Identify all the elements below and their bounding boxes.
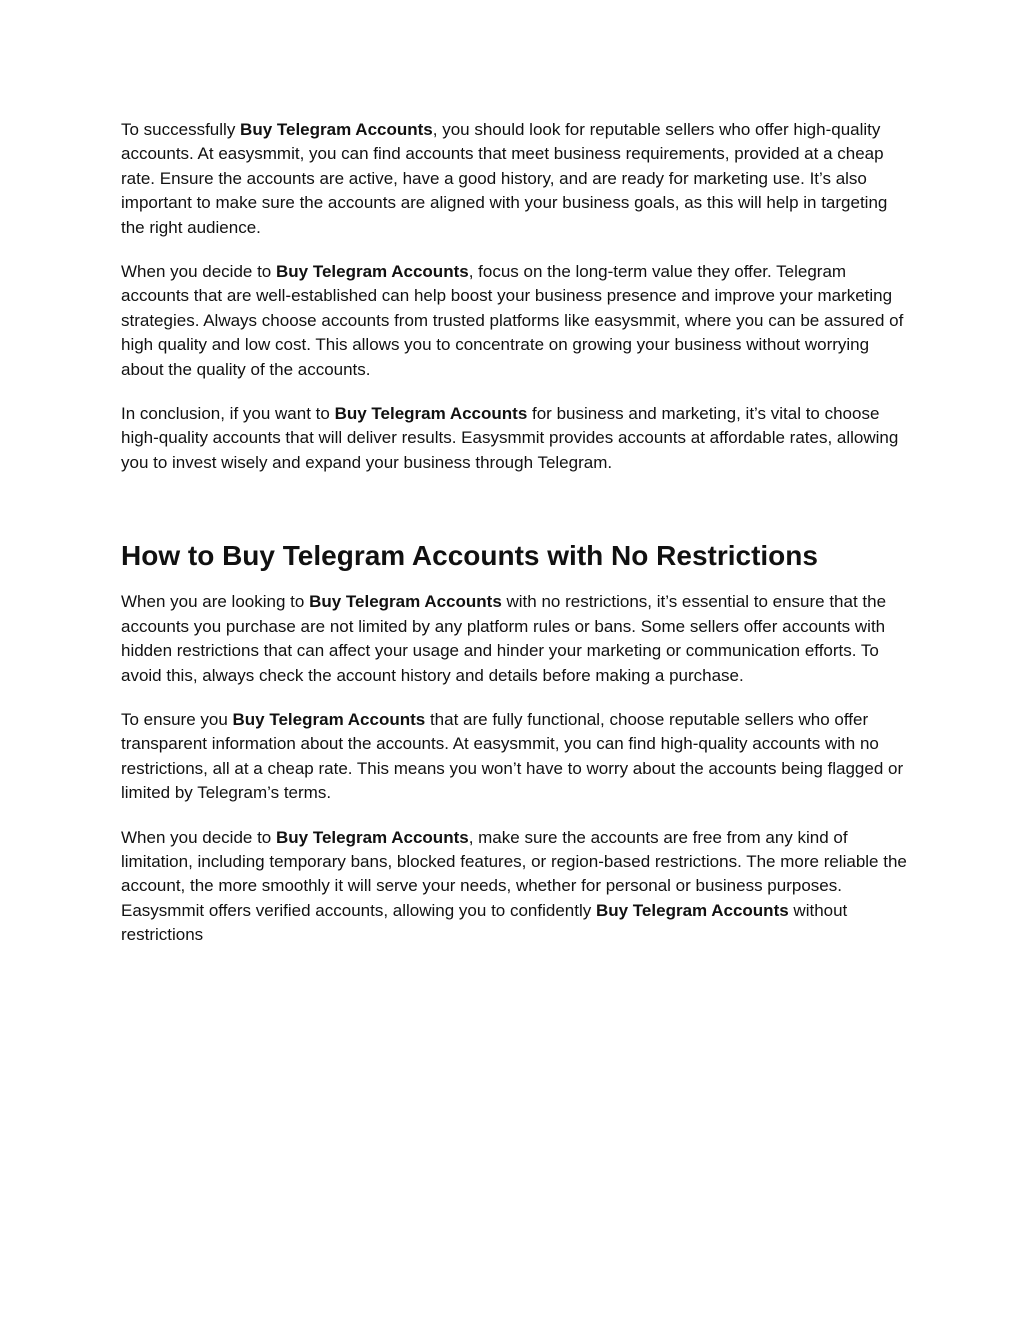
keyword-bold: Buy Telegram Accounts: [232, 709, 426, 729]
keyword-bold: Buy Telegram Accounts: [275, 262, 469, 282]
paragraph-text: , make sure the accounts are free from any kind of limitation, including temporary bans, blocked features, or region-based restrictions. The more reliable the account, the more smoothly it will serve your needs, whether for personal or business purposes. Easysmmit offers verified accounts, allowing you to confidently: [121, 827, 907, 920]
paragraph: [121, 590, 911, 688]
paragraph: [121, 826, 911, 948]
paragraph-text: When you are looking to: [121, 592, 310, 612]
paragraph-text: To ensure you: [121, 709, 233, 729]
paragraph: [121, 118, 911, 240]
keyword-bold: Buy Telegram Accounts: [275, 827, 469, 847]
section-spacer: [121, 495, 911, 539]
paragraph-text: that are fully functional, choose reputable sellers who offer transparent information about the accounts. At easysmmit, you can find high-quality accounts with no restrictions, all at a cheap rate. This means you won’t have to worry about the accounts being flagged or limited by Telegram’s terms.: [121, 709, 904, 803]
paragraph-text: with no restrictions, it’s essential to ensure that the accounts you purchase are not limited by any platform rules or bans. Some sellers offer accounts with hidden restrictions that can affect your usage and hinder your marketing or communication efforts. To avoid this, always check the account history and details before making a purchase.: [121, 592, 887, 685]
document-page: [121, 118, 911, 968]
paragraph-text: When you decide to: [121, 827, 276, 847]
keyword-bold: Buy Telegram Accounts: [595, 900, 789, 920]
keyword-bold: Buy Telegram Accounts: [334, 404, 528, 424]
paragraph-text: When you decide to: [121, 262, 276, 282]
paragraph-text: To successfully: [121, 120, 241, 139]
paragraph: [121, 402, 911, 475]
paragraph-text: for business and marketing, it’s vital to choose high-quality accounts that will deliver results. Easysmmit provides accounts at affordable rates, allowing you to invest wisely and expand your business through Telegram.: [121, 404, 899, 472]
paragraph-text: without restrictions: [121, 900, 848, 945]
paragraph-text: , focus on the long-term value they offer. Telegram accounts that are well-established can help boost your business presence and improve your marketing strategies. Always choose accounts from trusted platforms like easysmmit, where you can be assured of high quality and low cost. This allows you to concentrate on growing your business without worrying about the quality of the accounts.: [121, 262, 904, 379]
paragraph-text: , you should look for reputable sellers who offer high-quality accounts. At easysmmit, you can find accounts that meet business requirements, provided at a cheap rate. Ensure the accounts are active, have a good history, and are ready for marketing use. It’s also important to make sure the accounts are aligned with your business goals, as this will help in targeting the right audience.: [121, 120, 888, 237]
section-heading: How to Buy Telegram Accounts with No Restrictions: [121, 540, 818, 572]
paragraph: [121, 260, 911, 382]
paragraph: [121, 708, 911, 806]
paragraph-text: In conclusion, if you want to: [121, 404, 335, 424]
keyword-bold: Buy Telegram Accounts: [309, 592, 502, 612]
keyword-bold: Buy Telegram Accounts: [240, 120, 433, 139]
